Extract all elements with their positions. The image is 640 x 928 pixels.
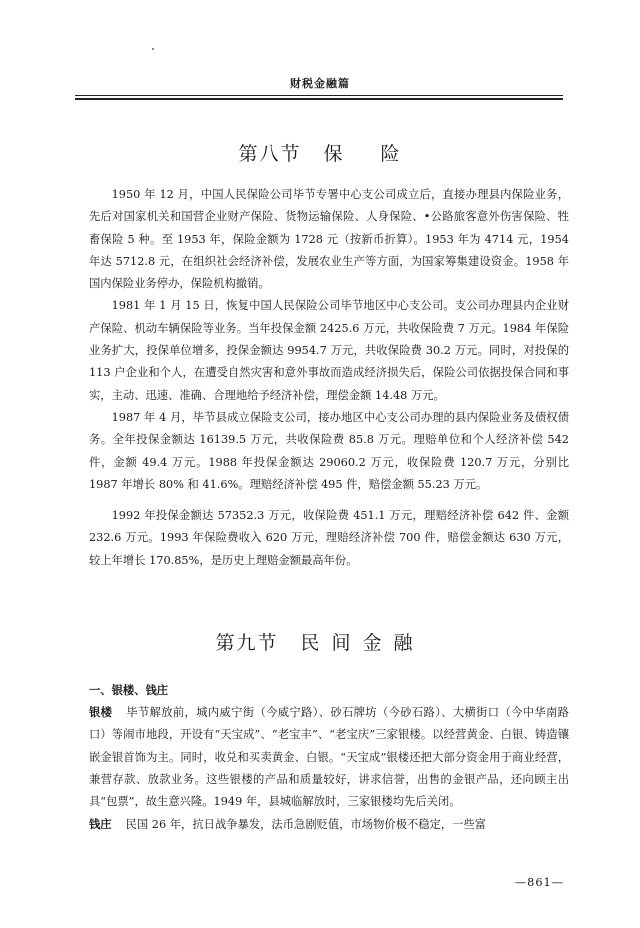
page-number: —861—: [514, 876, 564, 889]
section-9-number: 第九节: [215, 632, 279, 654]
subsection-heading: 一、银楼、钱庄: [89, 683, 169, 697]
section-9-body: [89, 701, 569, 837]
section-9-title-char: 融: [393, 632, 415, 654]
header-rule-thick: [75, 98, 563, 100]
running-header: 财税金融篇: [290, 77, 350, 90]
section-8-title: [0, 139, 640, 166]
paragraph: 1981 年 1 月 15 日，恢复中国人民保险公司毕节地区中心支公司。支公司办理县内企业财产保险、机动车辆保险等业务。当年投保金额 2425.6 万元，共收保险费 7 万元。1984 年保险业务扩大，投保单位增多，投保金额达 9954.7 万元，共收保险费 30.2 万元。同时，对投保的 113 户企业和个人，在遭受自然灾害和意外事故而造成经济损失后，保险公司依据投保合同和事实，主动、迅速、准确、合理地给予经济补偿，理偿金额 14.48 万元。: [89, 299, 569, 402]
entry-text: 毕节解放前，城内威宁街（今威宁路）、砂石牌坊（今砂石路）、大横街口（今中华南路口）等闹市地段，开设有“天宝成”、“老宝丰”、“老宝庆”三家银楼。以经营黄金、白银、铸造镶嵌金银首饰为主。同时，收兑和买卖黄金、白银。“天宝成”银楼还把大部分资金用于商业经营，兼营存款、放款业务。这些银楼的产品和质量较好，讲求信誉，出售的金银产品，还向顾主出具“包票”，故生意兴隆。1949 年，县城临解放时，三家银楼均先后关闭。: [89, 706, 569, 809]
section-8-number: 第八节: [238, 143, 302, 165]
entry-term: 钱庄: [89, 817, 112, 832]
section-9-title-char: 民: [300, 632, 322, 654]
section-8-title-char-1: 保: [323, 143, 345, 165]
entry-term: 银楼: [89, 705, 113, 719]
header-rule-thin: [75, 95, 563, 96]
entry-text: 民国 26 年，抗日战争暴发，法币急剧贬值，市场物价极不稳定，一些富: [125, 818, 487, 832]
entry-silver-shops: [89, 701, 569, 813]
section-8-body: [89, 184, 569, 572]
section-9-title: [0, 628, 640, 655]
entry-money-shops: [89, 813, 569, 836]
paragraph: 1992 年投保金额达 57352.3 万元，收保险费 451.1 万元，理赔经济补偿 642 件、金额 232.6 万元。1993 年保险费收入 620 万元，理赔经济补偿 700 件，赔偿金额达 630 万元，较上年增长 170.85%，是历史上理赔金额最高年份。: [89, 509, 569, 567]
section-8-title-char-2: 险: [380, 143, 402, 165]
section-9-title-char: 间: [331, 632, 353, 654]
section-9-title-char: 金: [362, 632, 384, 654]
scan-speck: [152, 48, 154, 50]
paragraph: 1987 年 4 月，毕节县成立保险支公司，接办地区中心支公司办理的县内保险业务及债权债务。全年投保金额达 16139.5 万元，共收保险费 85.8 万元。理赔单位和个人经济补偿 542 件，金额 49.4 万元。1988 年投保金额达 29060.2 万元，收保险费 120.7 万元，分别比 1987 年增长 80% 和 41.6%。理赔经济补偿 495 件，赔偿金额 55.23 万元。: [89, 410, 569, 491]
paragraph: 1950 年 12 月，中国人民保险公司毕节专署中心支公司成立后，直接办理县内保险业务，先后对国家机关和国营企业财产保险、货物运输保险、人身保险、•公路旅客意外伤害保险、牲畜保险 5 种。至 1953 年，保险金额为 1728 元（按新币折算）。1953 年为 4714 元，1954 年达 5712.8 元，在组织社会经济补偿，发展农业生产等方面，为国家筹集建设资金。1958 年国内保险业务停办，保险机构撤销。: [89, 188, 569, 291]
